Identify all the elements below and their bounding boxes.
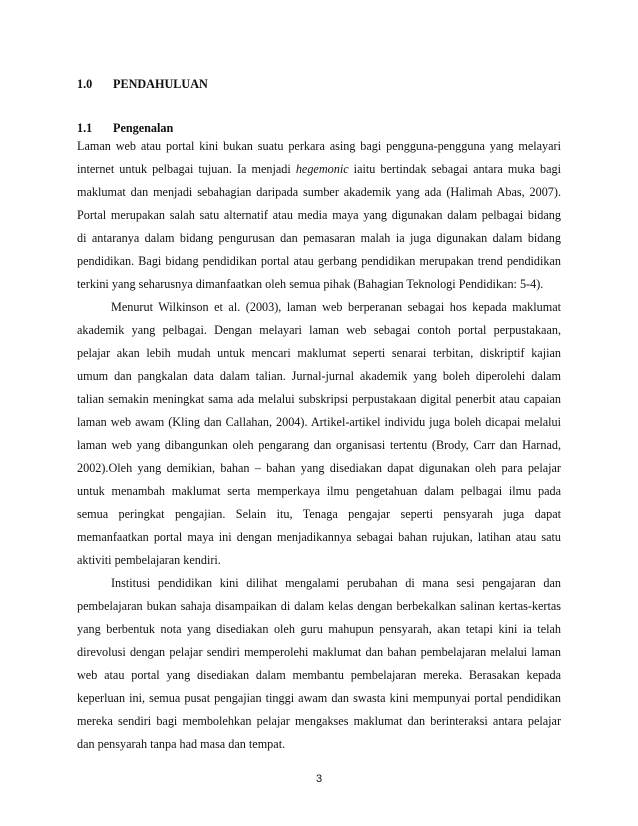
paragraph-line: pelajar akan lebih mudah untuk mencari maklumat seperti senarai terbitan, diskriptif kajian: [77, 346, 561, 360]
page-number: 3: [315, 773, 323, 785]
section-number: 1.0: [77, 77, 93, 91]
paragraph-line: memanfaatkan portal maya ini dengan menjadikannya sebagai bahan rujukan, latihan atau satu: [77, 530, 561, 544]
paragraph-line: direvolusi dengan pelajar sendiri memperolehi maklumat dan bahan pembelajaran melalui laman: [77, 645, 561, 659]
paragraph-line: Institusi pendidikan kini dilihat mengalami perubahan di mana sesi pengajaran dan: [111, 576, 561, 590]
paragraph-line: web atau portal yang disediakan dalam membantu pembelajaran mereka. Berasakan kepada: [77, 668, 561, 682]
paragraph-line: talian semakin meningkat sama ada melalui subskripsi perpustakaan digital penerbit atau capaian: [77, 392, 561, 406]
paragraph-line: mereka sendiri bagi membolehkan pelajar mengakses maklumat dan berinteraksi antara pelajar: [77, 714, 561, 728]
paragraph-line: Portal merupakan salah satu alternatif atau media maya yang digunakan dalam pelbagai bidang: [77, 208, 561, 222]
text-run: iaitu bertindak sebagai antara muka bagi: [348, 162, 561, 176]
paragraph-line: semua peringkat pengajian. Selain itu, Tenaga pengajar seperti pensyarah juga dapat: [77, 507, 561, 521]
subsection-number: 1.1: [77, 121, 93, 135]
paragraph-line: Menurut Wilkinson et al. (2003), laman web berperanan sebagai hos kepada maklumat: [111, 300, 561, 314]
paragraph-line: dan pensyarah tanpa had masa dan tempat.: [77, 737, 286, 751]
section-title: PENDAHULUAN: [113, 77, 208, 91]
paragraph-line: laman web awam (Kling dan Callahan, 2004). Artikel-artikel individu juga boleh dicapai melalui: [77, 415, 561, 429]
paragraph-line: Laman web atau portal kini bukan suatu perkara asing bagi pengguna-pengguna yang melayari: [77, 139, 561, 153]
paragraph-line: maklumat dan menjadi sebahagian daripada sumber akademik yang ada (Halimah Abas, 2007).: [77, 185, 561, 199]
text-run: internet untuk pelbagai tujuan. Ia menjadi: [77, 162, 296, 176]
paragraph-line: aktiviti pembelajaran kendiri.: [77, 553, 221, 567]
paragraph-line: [77, 162, 561, 176]
paragraph-line: umum dan pangkalan data dalam talian. Jurnal-jurnal akademik yang boleh diperolehi dalam: [77, 369, 561, 383]
paragraph-line: yang berbentuk nota yang disediakan oleh guru mahupun pensyarah, akan tetapi kini ia telah: [77, 622, 561, 636]
paragraph-line: akademik yang pelbagai. Dengan melayari laman web sebagai contoh portal perpustakaan,: [77, 323, 561, 337]
paragraph-line: pembelajaran bukan sahaja disampaikan di dalam kelas dengan berbekalkan salinan kertas-kertas: [77, 599, 561, 613]
paragraph-line: terkini yang seharusnya dimanfaatkan oleh semua pihak (Bahagian Teknologi Pendidikan: 5-4).: [77, 277, 544, 291]
paragraph-line: 2002).Oleh yang demikian, bahan – bahan yang disediakan dapat digunakan oleh para pelajar: [77, 461, 561, 475]
paragraph-line: untuk menambah maklumat serta memperkaya ilmu pengetahuan dalam pelbagai ilmu pada: [77, 484, 561, 498]
paragraph-line: pendidikan. Bagi bidang pendidikan portal atau gerbang pendidikan merupakan trend pendidikan: [77, 254, 561, 268]
paragraph-line: di antaranya dalam bidang pengurusan dan pemasaran malah ia juga digunakan dalam bidang: [77, 231, 561, 245]
subsection-title: Pengenalan: [113, 121, 174, 135]
paragraph-line: keperluan ini, semua pusat pengajian tinggi awam dan swasta kini mempunyai portal pendidikan: [77, 691, 561, 705]
italic-term: hegemonic: [295, 162, 349, 176]
paragraph-line: laman web yang dibangunkan oleh pengarang dan organisasi tertentu (Brody, Carr dan Harnad,: [77, 438, 561, 452]
